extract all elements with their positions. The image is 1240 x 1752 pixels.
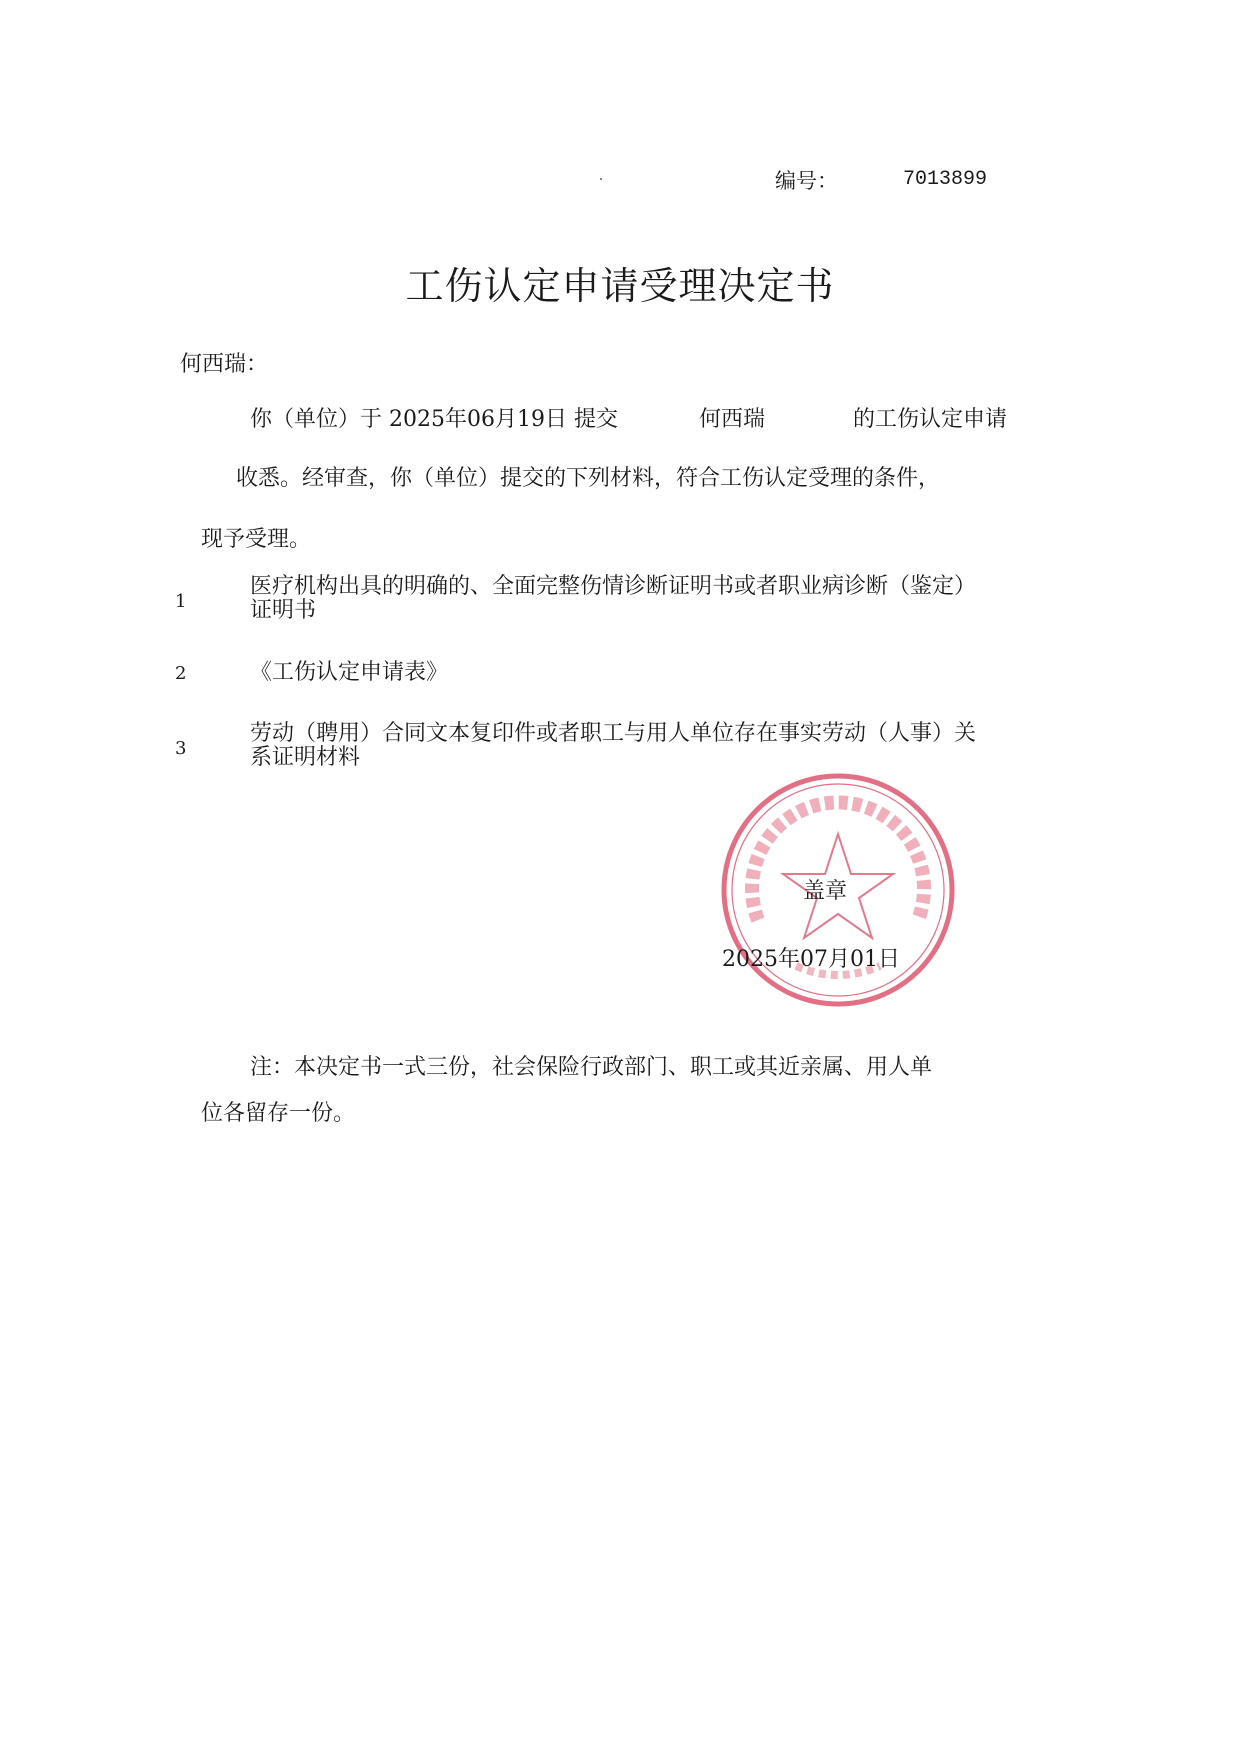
note-line-2: 位各留存一份。 <box>201 1101 356 1126</box>
paragraph-1-applicant-name: 何西瑞 <box>699 407 766 432</box>
material-2-text <box>250 661 448 685</box>
document-number-label: 编号： <box>775 169 838 193</box>
material-3-number: 3 <box>175 738 187 759</box>
material-1-line1: 医疗机构出具的明确的、全面完整伤情诊断证明书或者职业病诊断（鉴定） <box>250 574 977 599</box>
paragraph-1-prefix: 你（单位）于 2025年06月19日 提交 <box>250 407 618 432</box>
material-2-line1: 《工伤认定申请表》 <box>250 660 449 685</box>
document-title: 工伤认定申请受理决定书 <box>405 264 835 308</box>
paragraph-2: 收悉。经审查，你（单位）提交的下列材料，符合工伤认定受理的条件， <box>236 466 941 491</box>
paragraph-3: 现予受理。 <box>201 527 312 552</box>
stamp-label: 盖章 <box>803 879 848 904</box>
material-1-line2: 证明书 <box>250 598 317 623</box>
material-1-number: 1 <box>175 591 187 612</box>
material-2-number: 2 <box>175 663 187 684</box>
addressee: 何西瑞： <box>180 352 269 377</box>
scan-speck <box>600 178 602 180</box>
signature-date: 2025年07月01日 <box>722 947 900 972</box>
note-line-1: 注：本决定书一式三份，社会保险行政部门、职工或其近亲属、用人单 <box>250 1055 933 1080</box>
material-3-line1: 劳动（聘用）合同文本复印件或者职工与用人单位存在事实劳动（人事）关 <box>250 721 977 746</box>
material-3-line2: 系证明材料 <box>250 745 361 770</box>
document-number-value: 7013899 <box>903 168 988 191</box>
material-1-text <box>250 575 976 623</box>
material-3-text <box>250 722 976 770</box>
paragraph-1-suffix: 的工伤认定申请 <box>853 407 1008 432</box>
